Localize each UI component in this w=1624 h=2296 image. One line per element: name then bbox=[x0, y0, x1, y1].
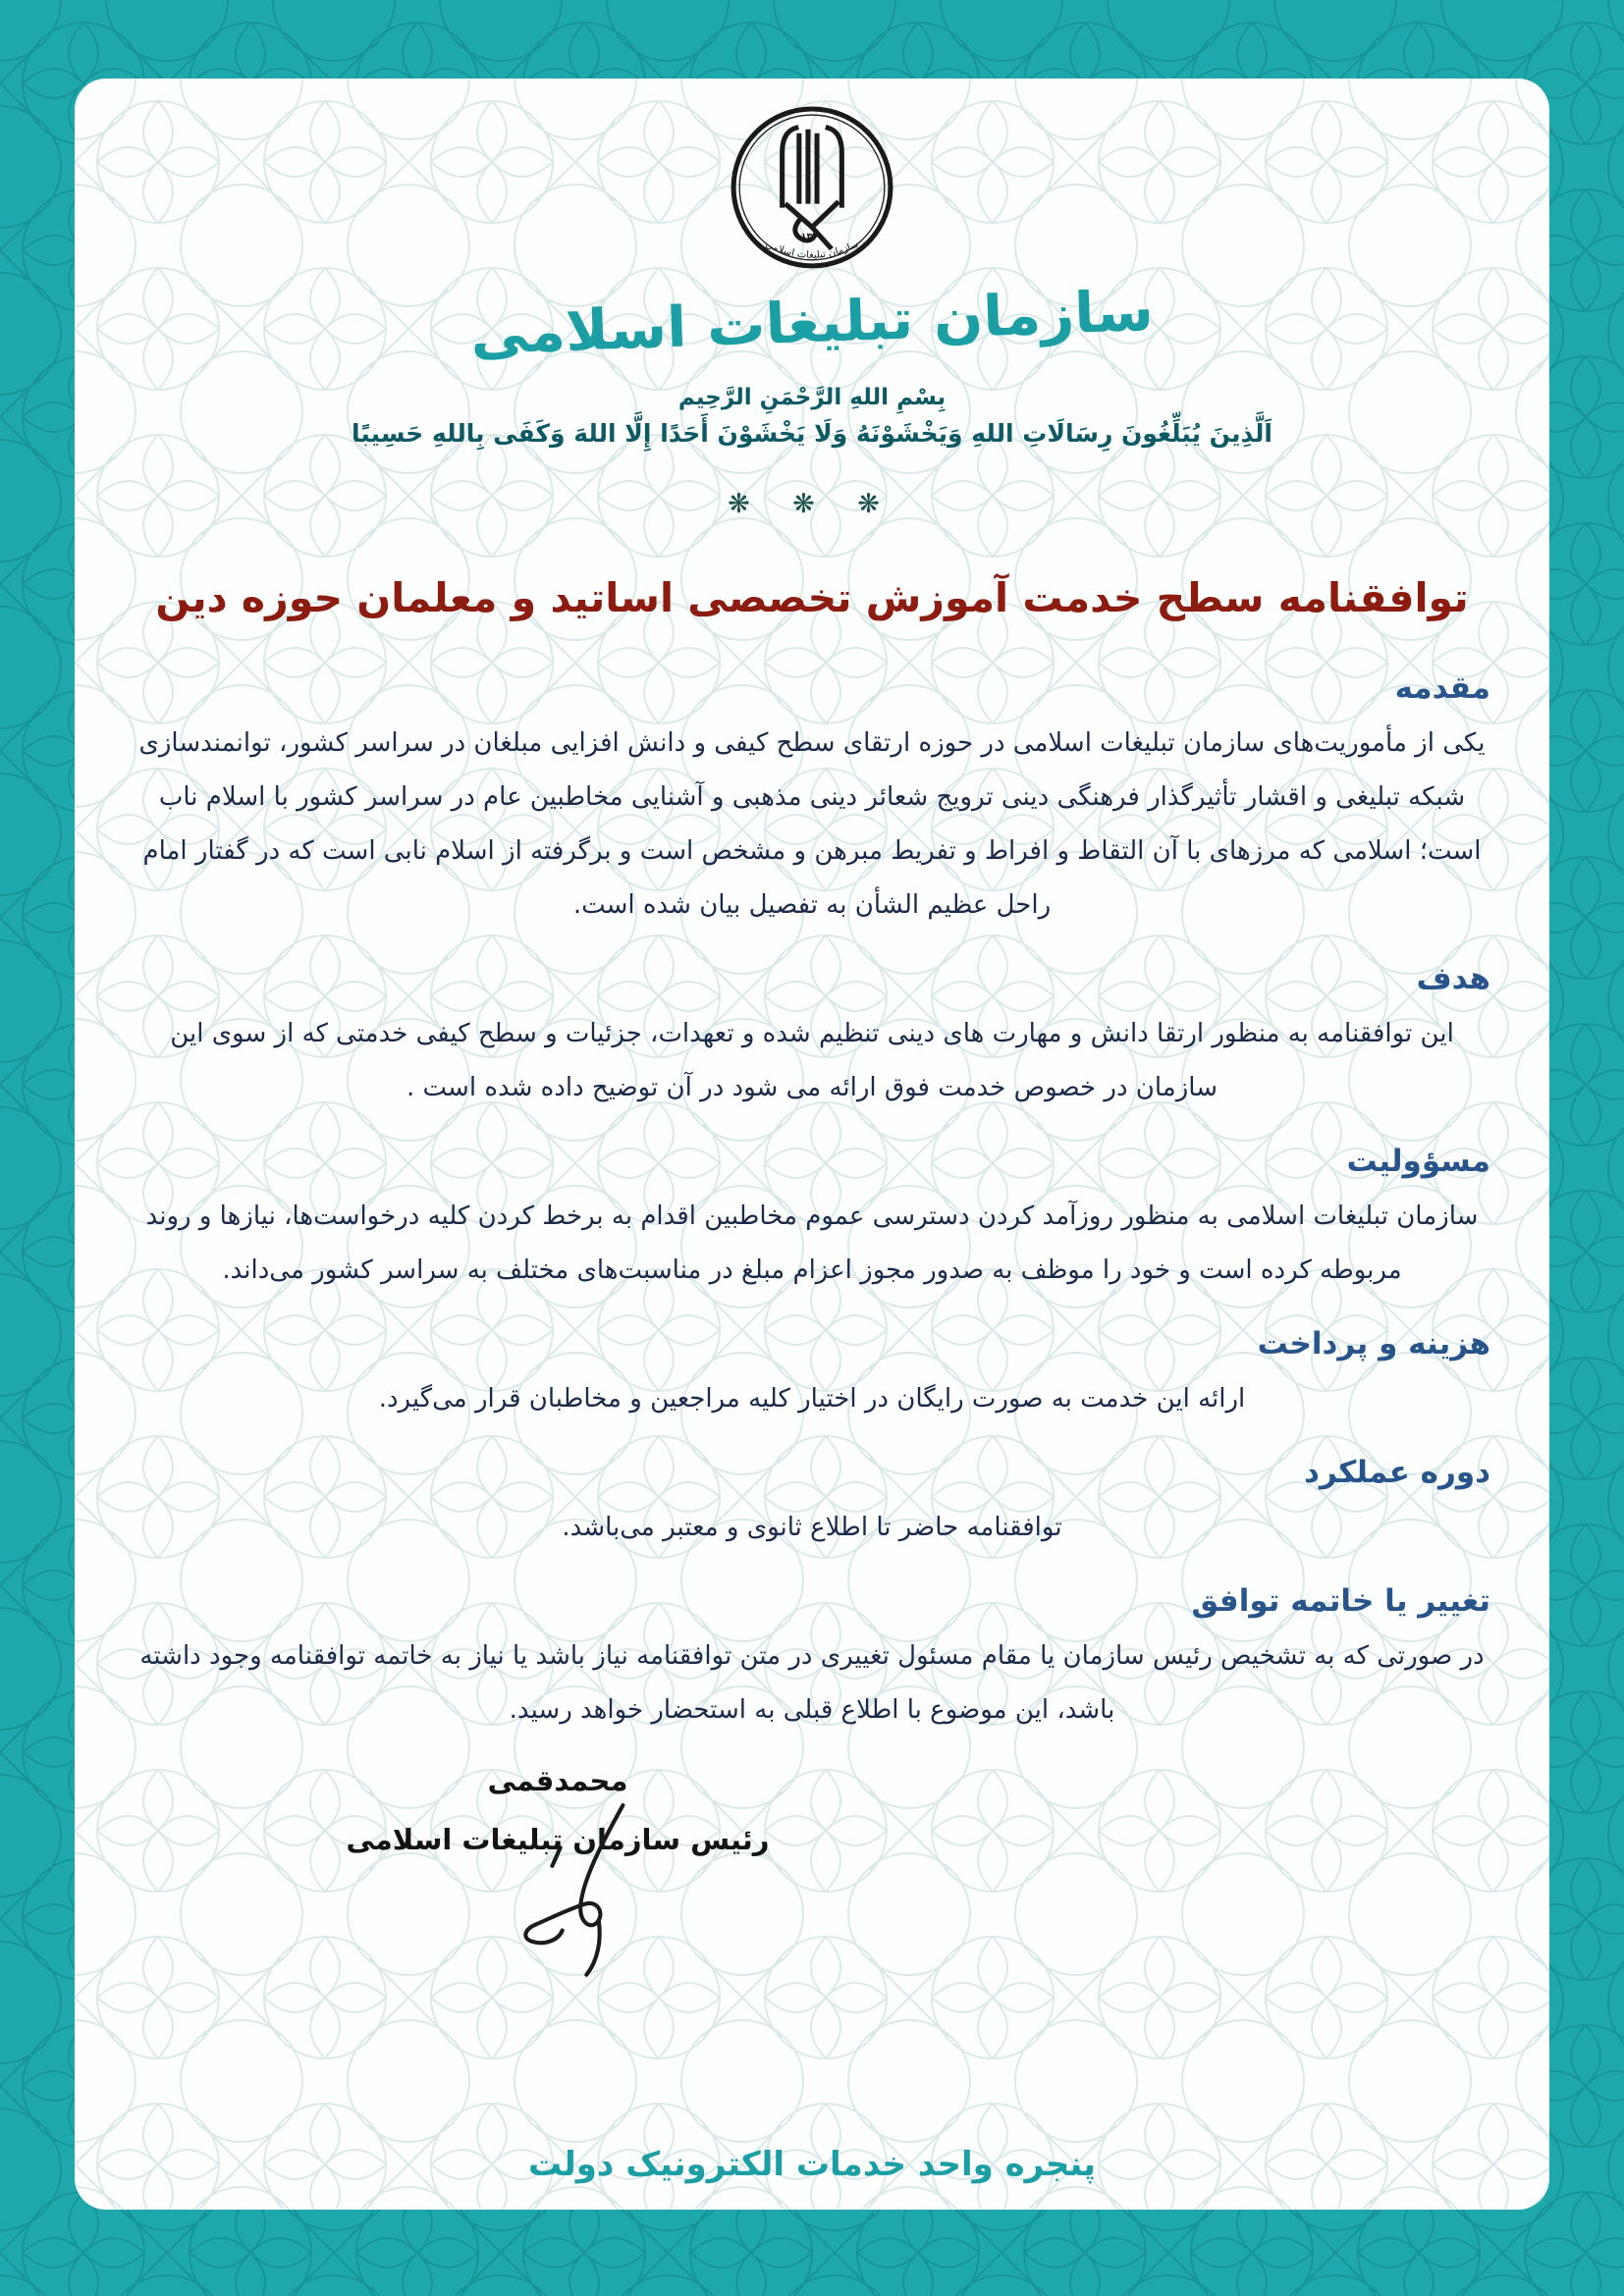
section-goal bbox=[134, 959, 1490, 1115]
signature-block bbox=[332, 1764, 784, 1990]
organization-seal-icon bbox=[728, 96, 896, 289]
signatory-role: رئیس سازمان تبلیغات اسلامی bbox=[346, 1823, 770, 1857]
section-body: توافقنامه حاضر تا اطلاع ثانوی و معتبر می‌باشد. bbox=[562, 1513, 1062, 1543]
document-content bbox=[75, 79, 1549, 1990]
document-title: توافقنامه سطح خدمت آموزش تخصصی اساتید و معلمان حوزه دین bbox=[155, 574, 1469, 621]
signatory-name: محمدقمی bbox=[487, 1764, 628, 1798]
seal-caption: سازمان تبلیغات اسلامی bbox=[763, 239, 861, 261]
section-heading: مقدمه bbox=[1394, 670, 1490, 706]
section-heading: هزینه و پرداخت bbox=[1257, 1326, 1490, 1362]
section-heading: تغییر یا خاتمه توافق bbox=[1191, 1583, 1490, 1620]
section-body: در صورتی که به تشخیص رئیس سازمان یا مقام مسئول تغییری در متن توافقنامه نیاز باشد یا نیاز به خاتمه توافقنامه وجود داشته باشد، این موضوع با اطلاع قبلی به استحضار خواهد رسید. bbox=[139, 1641, 1485, 1726]
document-card bbox=[75, 79, 1549, 2210]
section-change-termination bbox=[134, 1581, 1490, 1737]
handwritten-signature-icon bbox=[499, 1801, 646, 1983]
section-heading: دوره عملکرد bbox=[1304, 1455, 1490, 1491]
section-heading: مسؤولیت bbox=[1346, 1144, 1490, 1180]
section-performance-period bbox=[134, 1453, 1490, 1555]
section-body: ارائه این خدمت به صورت رایگان در اختیار کلیه مراجعین و مخاطبان قرار می‌گیرد. bbox=[378, 1384, 1246, 1415]
seal-year: ۱۳۶۰ bbox=[800, 232, 824, 242]
section-body: این توافقنامه به منظور ارتقا دانش و مهارت های دینی تنظیم شده و تعهدات، جزئیات و سطح کیفی خدمتی که از سوی این سازمان در خصوص خدمت فوق ارائه می شود در آن توضیح داده شده است . bbox=[170, 1019, 1454, 1103]
section-body: یکی از مأموریت‌های سازمان تبلیغات اسلامی در حوزه ارتقای سطح کیفی و دانش افزایی مبلغان در سراسر کشور، توانمندسازی شبکه تبلیغی و اقشار تأثیرگذار فرهنگی دینی ترویج شعائر دینی مذهبی و آشنایی مخاطبین عام در سراسر کشور با اسلام ناب است؛ اسلامی که مرزهای با آن التقاط و افراط و تفریط مبرهن و مشخص است و برگرفته از اسلام نابی است که در گفتار امام راحل عظیم الشأن به تفصیل بیان شده است. bbox=[138, 727, 1486, 921]
section-body: سازمان تبلیغات اسلامی به منظور روزآمد کردن دسترسی عموم مخاطبین اقدام به برخط کردن کلیه درخواست‌ها، نیازها و روند مربوطه کرده است و خود را موظف به صدور مجوز اعزام مبلغ در مناسبت‌های مختلف به سراسر کشور می‌داند. bbox=[145, 1201, 1479, 1286]
quran-verse: اَلَّذِينَ يُبَلِّغُونَ رِسَالَاتِ اللهِ وَيَخْشَوْنَهُ وَلَا يَخْشَوْنَ أَحَدًا إِلَّا اللهَ وَكَفَى بِاللهِ حَسِيبًا bbox=[352, 419, 1272, 448]
organization-calligraphy: سازمان تبلیغات اسلامی bbox=[469, 278, 1155, 368]
bismillah-line: بِسْمِ اللهِ الرَّحْمَنِ الرَّحِیم bbox=[677, 385, 947, 410]
sections-container bbox=[134, 668, 1490, 1737]
section-introduction bbox=[134, 668, 1490, 933]
footer-text: پنجره واحد خدمات الکترونیک دولت bbox=[528, 2145, 1096, 2184]
section-cost-payment bbox=[134, 1324, 1490, 1426]
ornament-divider: ❋ ❋ ❋ bbox=[728, 489, 896, 519]
section-heading: هدف bbox=[1416, 961, 1490, 997]
section-responsibility bbox=[134, 1142, 1490, 1298]
